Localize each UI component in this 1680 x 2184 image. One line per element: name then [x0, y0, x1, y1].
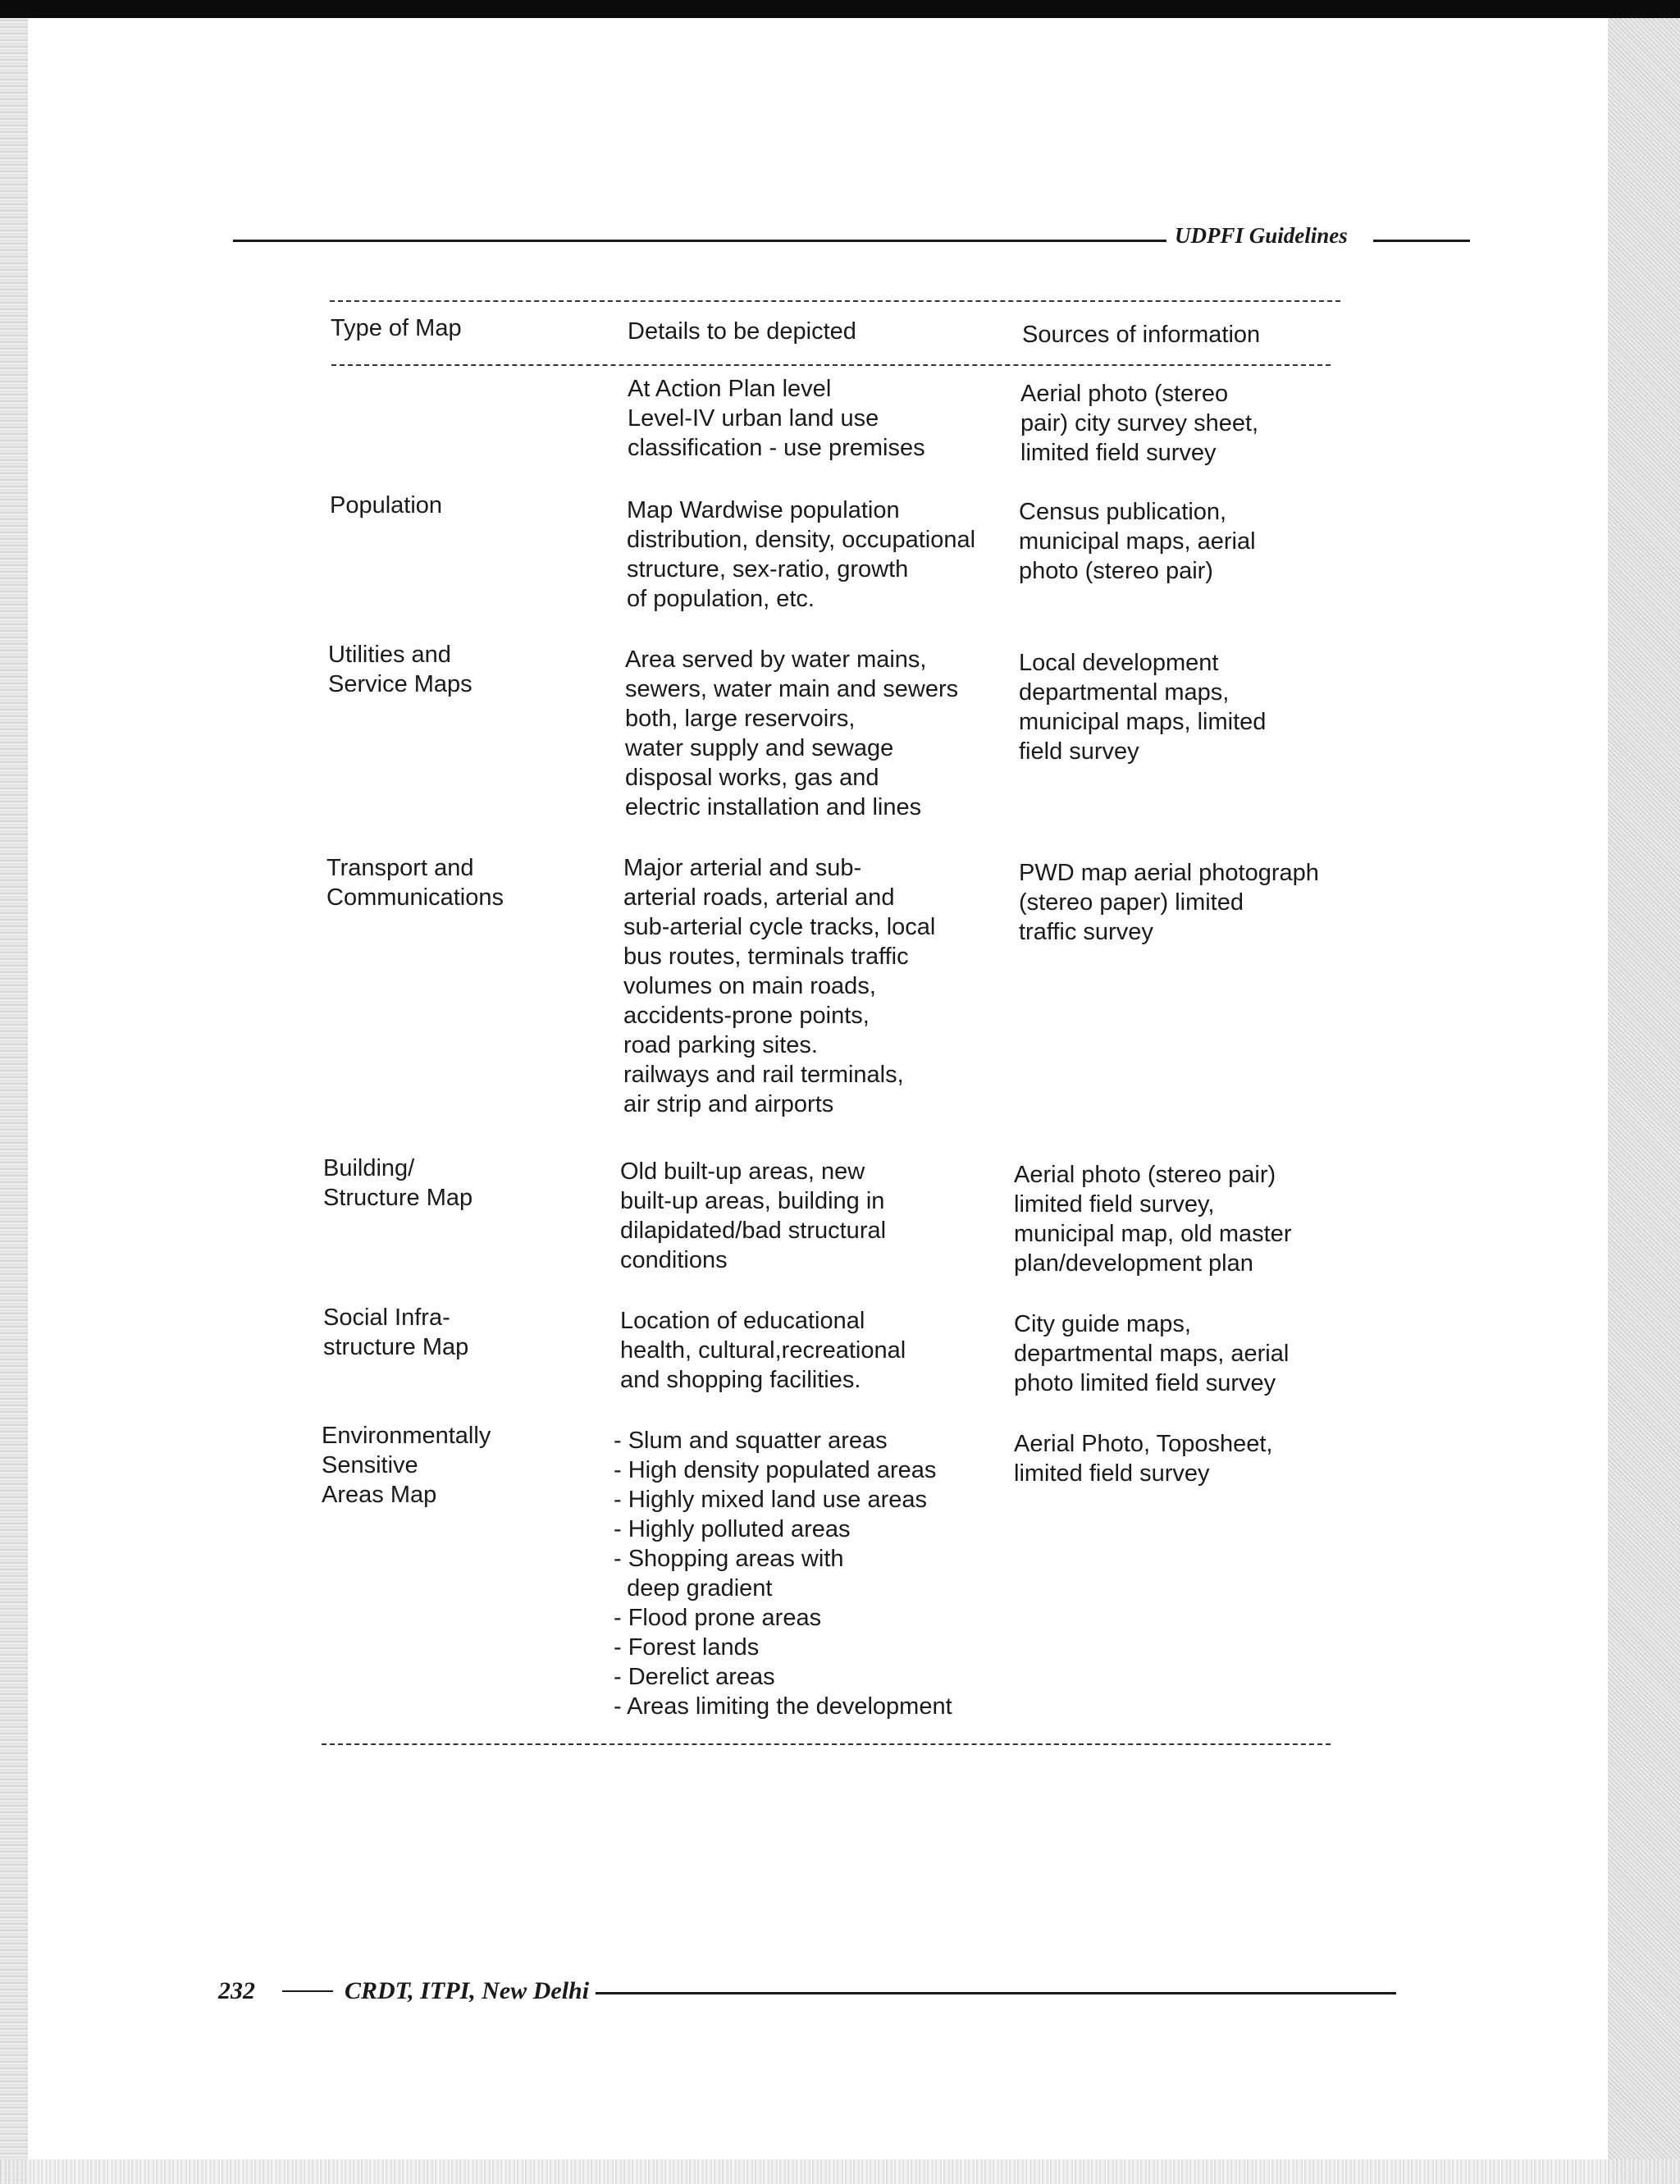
cell-line: At Action Plan level	[628, 376, 832, 402]
cell-line: volumes on main roads,	[623, 973, 876, 999]
cell-line: Area served by water mains,	[625, 647, 927, 673]
cell-line: Level-IV urban land use	[628, 405, 879, 432]
cell-line: departmental maps,	[1019, 679, 1230, 706]
cell-line: Service Maps	[328, 671, 472, 697]
cell-line: Location of educational	[620, 1308, 865, 1334]
cell-line: air strip and airports	[623, 1091, 834, 1117]
cell-line: Building/	[323, 1155, 415, 1181]
cell-line: municipal maps, aerial	[1019, 528, 1256, 555]
cell-line: Communications	[326, 884, 504, 911]
cell-line: Aerial photo (stereo pair)	[1014, 1162, 1276, 1188]
cell-line: - Areas limiting the development	[614, 1693, 952, 1720]
cell-line: Social Infra-	[323, 1304, 450, 1331]
cell-line: built-up areas, building in	[620, 1188, 885, 1214]
row-2-sources-cell	[1019, 497, 1256, 586]
scan-right-edge	[1608, 18, 1680, 2184]
cell-line: Areas Map	[322, 1482, 437, 1508]
column-header-details: Details to be depicted	[628, 318, 856, 345]
cell-line: limited field survey,	[1014, 1191, 1215, 1218]
cell-line: conditions	[620, 1247, 728, 1273]
row-7-type-of-map-cell	[322, 1421, 491, 1510]
cell-line: arterial roads, arterial and	[623, 884, 895, 911]
cell-line: Transport and	[326, 855, 474, 881]
cell-line: municipal map, old master	[1014, 1221, 1292, 1247]
cell-line: distribution, density, occupational	[627, 527, 976, 553]
row-2-type-of-map-cell	[330, 491, 442, 520]
row-6-details-cell	[620, 1306, 906, 1395]
row-5-details-cell	[620, 1157, 886, 1275]
cell-line: Structure Map	[323, 1185, 473, 1211]
cell-line: health, cultural,recreational	[620, 1337, 906, 1364]
cell-line: municipal maps, limited	[1019, 709, 1267, 735]
cell-line: - High density populated areas	[614, 1457, 937, 1483]
row-7-details-cell	[614, 1426, 952, 1721]
cell-line: disposal works, gas and	[625, 765, 879, 791]
cell-line: plan/development plan	[1014, 1250, 1253, 1277]
page-number: 232	[218, 1977, 255, 2004]
cell-line: Sensitive	[322, 1452, 418, 1478]
cell-line: Utilities and	[328, 642, 451, 668]
row-4-type-of-map-cell	[326, 853, 504, 912]
cell-line: - Flood prone areas	[614, 1605, 822, 1631]
cell-line: photo (stereo pair)	[1019, 558, 1213, 584]
cell-line: road parking sites.	[623, 1032, 818, 1058]
cell-line: deep gradient	[614, 1575, 773, 1601]
row-1-sources-cell	[1020, 379, 1258, 468]
cell-line: electric installation and lines	[625, 794, 922, 820]
cell-line: Map Wardwise population	[627, 497, 900, 523]
cell-line: - Highly polluted areas	[614, 1516, 851, 1542]
table-bottom-rule	[322, 1743, 1331, 1745]
row-3-sources-cell	[1019, 648, 1266, 766]
scan-bottom-edge	[0, 2159, 1680, 2184]
row-6-type-of-map-cell	[323, 1303, 468, 1362]
cell-line: structure Map	[323, 1334, 469, 1360]
cell-line: photo limited field survey	[1014, 1370, 1276, 1396]
row-4-sources-cell	[1019, 858, 1319, 947]
cell-line: PWD map aerial photograph	[1019, 860, 1319, 886]
cell-line: Population	[330, 492, 443, 519]
cell-line: Old built-up areas, new	[620, 1158, 865, 1185]
cell-line: - Forest lands	[614, 1634, 760, 1661]
table-top-rule	[330, 300, 1340, 302]
cell-line: structure, sex-ratio, growth	[627, 556, 909, 583]
header-rule-left	[233, 240, 1166, 242]
scan-left-edge	[0, 18, 28, 2184]
row-3-details-cell	[625, 645, 958, 822]
cell-line: - Shopping areas with	[614, 1546, 844, 1572]
cell-line: water supply and sewage	[625, 735, 894, 761]
cell-line: limited field survey	[1014, 1460, 1210, 1487]
cell-line: of population, etc.	[627, 586, 815, 612]
cell-line: Census publication,	[1019, 499, 1227, 525]
table-header-rule	[331, 364, 1331, 366]
row-4-details-cell	[623, 853, 935, 1119]
cell-line: (stereo paper) limited	[1019, 889, 1244, 916]
scan-top-border	[0, 0, 1680, 18]
cell-line: both, large reservoirs,	[625, 706, 856, 732]
footer-publisher: CRDT, ITPI, New Delhi	[345, 1977, 590, 2004]
cell-line: Local development	[1019, 650, 1219, 676]
cell-line: field survey	[1019, 738, 1139, 765]
cell-line: Major arterial and sub-	[623, 855, 862, 881]
cell-line: classification - use premises	[628, 435, 925, 461]
cell-line: - Slum and squatter areas	[614, 1428, 888, 1454]
row-2-details-cell	[627, 496, 975, 614]
row-7-sources-cell	[1014, 1429, 1272, 1488]
row-1-details-cell	[628, 374, 925, 463]
cell-line: Aerial Photo, Toposheet,	[1014, 1431, 1273, 1457]
row-5-type-of-map-cell	[323, 1154, 472, 1213]
column-header-type: Type of Map	[331, 315, 462, 341]
cell-line: bus routes, terminals traffic	[623, 944, 909, 970]
cell-line: Aerial photo (stereo	[1020, 381, 1229, 407]
cell-line: sewers, water main and sewers	[625, 676, 959, 702]
cell-line: pair) city survey sheet,	[1020, 410, 1259, 436]
row-3-type-of-map-cell	[328, 640, 472, 699]
cell-line: traffic survey	[1019, 919, 1153, 945]
cell-line: limited field survey	[1020, 440, 1217, 466]
cell-line: Environmentally	[322, 1423, 491, 1449]
cell-line: dilapidated/bad structural	[620, 1218, 887, 1244]
row-5-sources-cell	[1014, 1160, 1291, 1278]
footer-rule	[596, 1992, 1396, 1994]
cell-line: accidents-prone points,	[623, 1003, 870, 1029]
cell-line: City guide maps,	[1014, 1311, 1191, 1337]
cell-line: and shopping facilities.	[620, 1367, 861, 1393]
cell-line: sub-arterial cycle tracks, local	[623, 914, 936, 940]
header-rule-right	[1373, 240, 1470, 242]
footer-dash	[282, 1990, 333, 1992]
cell-line: departmental maps, aerial	[1014, 1341, 1290, 1367]
cell-line: - Highly mixed land use areas	[614, 1487, 928, 1513]
running-header-title: UDPFI Guidelines	[1175, 223, 1348, 248]
row-6-sources-cell	[1014, 1309, 1289, 1398]
cell-line: - Derelict areas	[614, 1664, 775, 1690]
column-header-sources: Sources of information	[1022, 322, 1261, 348]
cell-line: railways and rail terminals,	[623, 1062, 904, 1088]
